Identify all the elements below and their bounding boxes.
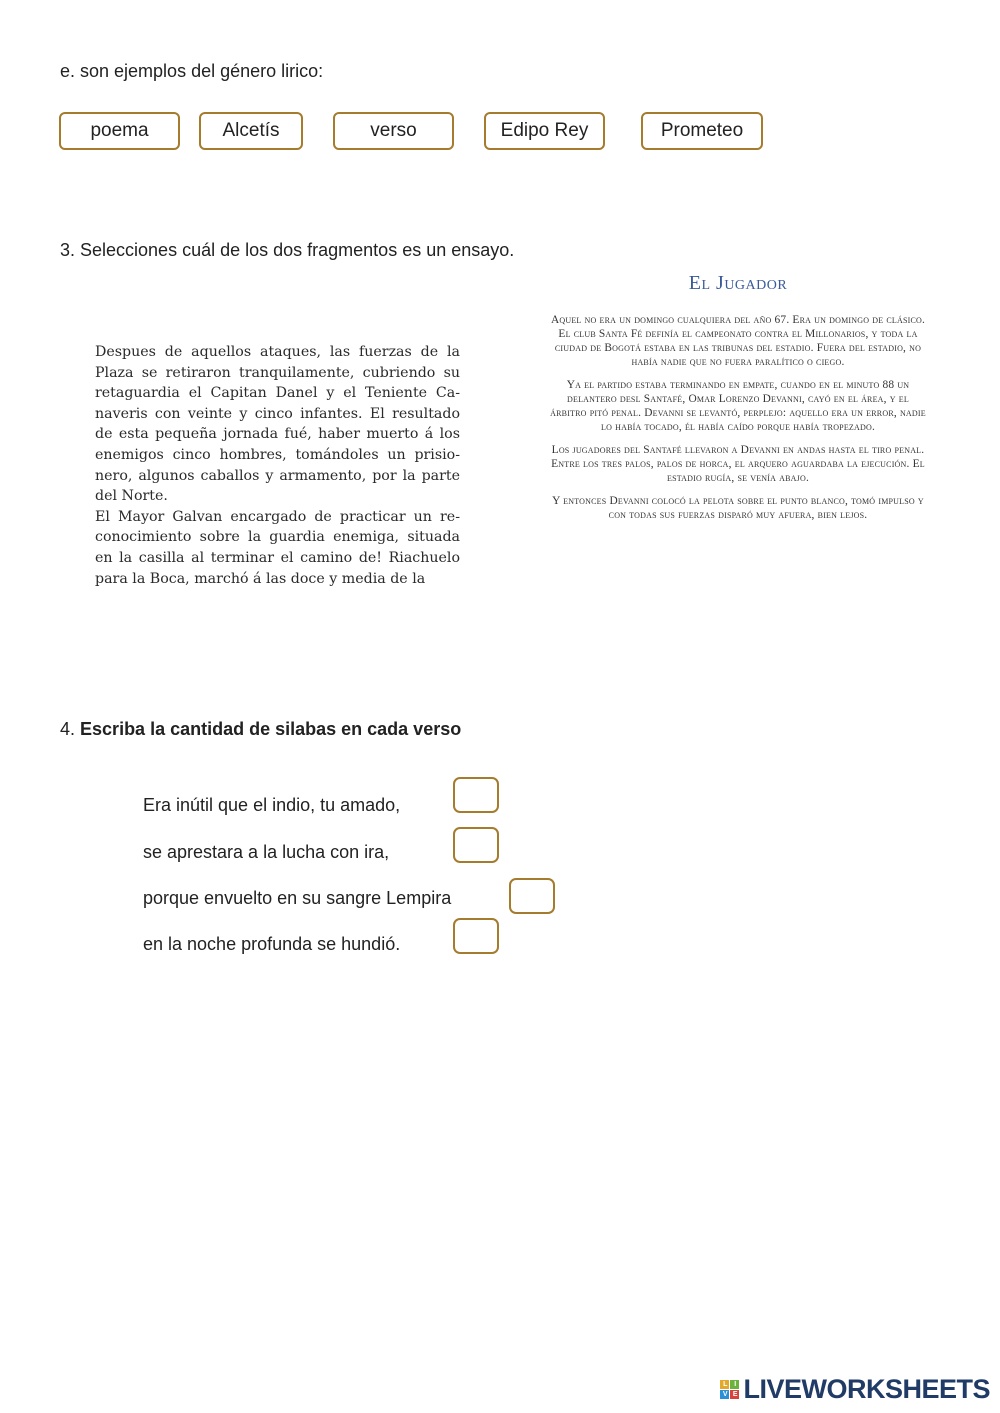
verse-4-syllables-input[interactable] — [453, 918, 499, 954]
fragment-b-paragraph: Aquel no era un domingo cualquiera del año 67. Era un domingo de clásico. El club Santa Fé definía el campeonato contra el Millonarios, y toda la ciudad de Bogotá estaba en las tribunas del estadio. Fuera del estadio, no había nadie que no fuera paralítico o ciego. — [550, 314, 926, 368]
fragment-b-paragraph: Y entonces Devanni colocó la pelota sobre el punto blanco, tomó impulso y con todas sus fuerzas disparó muy afuera, bien lejos. — [552, 495, 924, 521]
fragment-b-paragraph: Ya el partido estaba terminando en empate, cuando en el minuto 88 un delantero desl Santafé, Omar Lorenzo Devanni, cayó en el área, y el árbitro pitó penal. Devanni se levantó, perplejo: aquello era un error, nadie lo había tocado, él había caído porque había tropezado. — [550, 379, 926, 433]
question-4-prompt: Escriba la cantidad de silabas en cada verso — [80, 719, 462, 739]
verse-3-syllables-input[interactable] — [509, 878, 555, 914]
verse-2: se aprestara a la lucha con ira, — [143, 842, 390, 862]
option-alcetis-button[interactable]: Alcetís — [199, 112, 303, 150]
option-poema-button[interactable]: poema — [59, 112, 180, 150]
option-prometeo-button[interactable]: Prometeo — [641, 112, 763, 150]
verse-1: Era inútil que el indio, tu amado, — [143, 795, 401, 815]
option-verso-button[interactable]: verso — [333, 112, 454, 150]
logo-letter: E — [730, 1390, 739, 1399]
logo-letter: V — [720, 1390, 729, 1399]
liveworksheets-logo — [720, 1374, 990, 1405]
question-4-number: 4. — [60, 719, 76, 739]
liveworksheets-brand-text: LIVEWORKSHEETS — [743, 1374, 990, 1404]
fragment-b-paragraph: Los jugadores del Santafé llevaron a Devanni en andas hasta el tiro penal. Entre los tres palos, palos de horca, el arquero aguardaba la ejecución. El estadio rugía, se venía abajo. — [551, 444, 925, 484]
logo-letter: I — [730, 1380, 739, 1389]
verse-2-syllables-input[interactable] — [453, 827, 499, 863]
option-edipo-rey-button[interactable]: Edipo Rey — [484, 112, 605, 150]
verse-4: en la noche profunda se hundió. — [143, 934, 401, 954]
fragment-a-text[interactable]: Despues de aquellos ataques, las fuerzas de la Plaza se retiraron tranquilamente, cubriendo su retaguardia el Capitan Danel y el Teniente Ca-naveris con veinte y cinco infantes. El resultado de esta pequeña jornada fué, haber muerto á los enemigos cinco hombres, tomándoles un prisio-nero, algunos caballos y armamento, por la parte del Norte. El Mayor Galvan encargado de practicar un re-conocimiento sobre la guardia enemiga, situada en la casilla al terminar el camino de! Riachuelo para la Boca, marchó á las doce y media de la — [95, 344, 460, 587]
fragment-b[interactable] — [548, 272, 928, 531]
verse-3: porque envuelto en su sangre Lempira — [143, 888, 452, 908]
question-e-prompt: e. son ejemplos del género lirico: — [60, 61, 324, 81]
liveworksheets-logo-icon — [720, 1380, 739, 1399]
verse-1-syllables-input[interactable] — [453, 777, 499, 813]
logo-letter: L — [720, 1380, 729, 1389]
question-4-header — [60, 719, 461, 740]
question-3-prompt: 3. Selecciones cuál de los dos fragmentos es un ensayo. — [60, 240, 515, 260]
fragment-b-title: El Jugador — [688, 272, 788, 294]
